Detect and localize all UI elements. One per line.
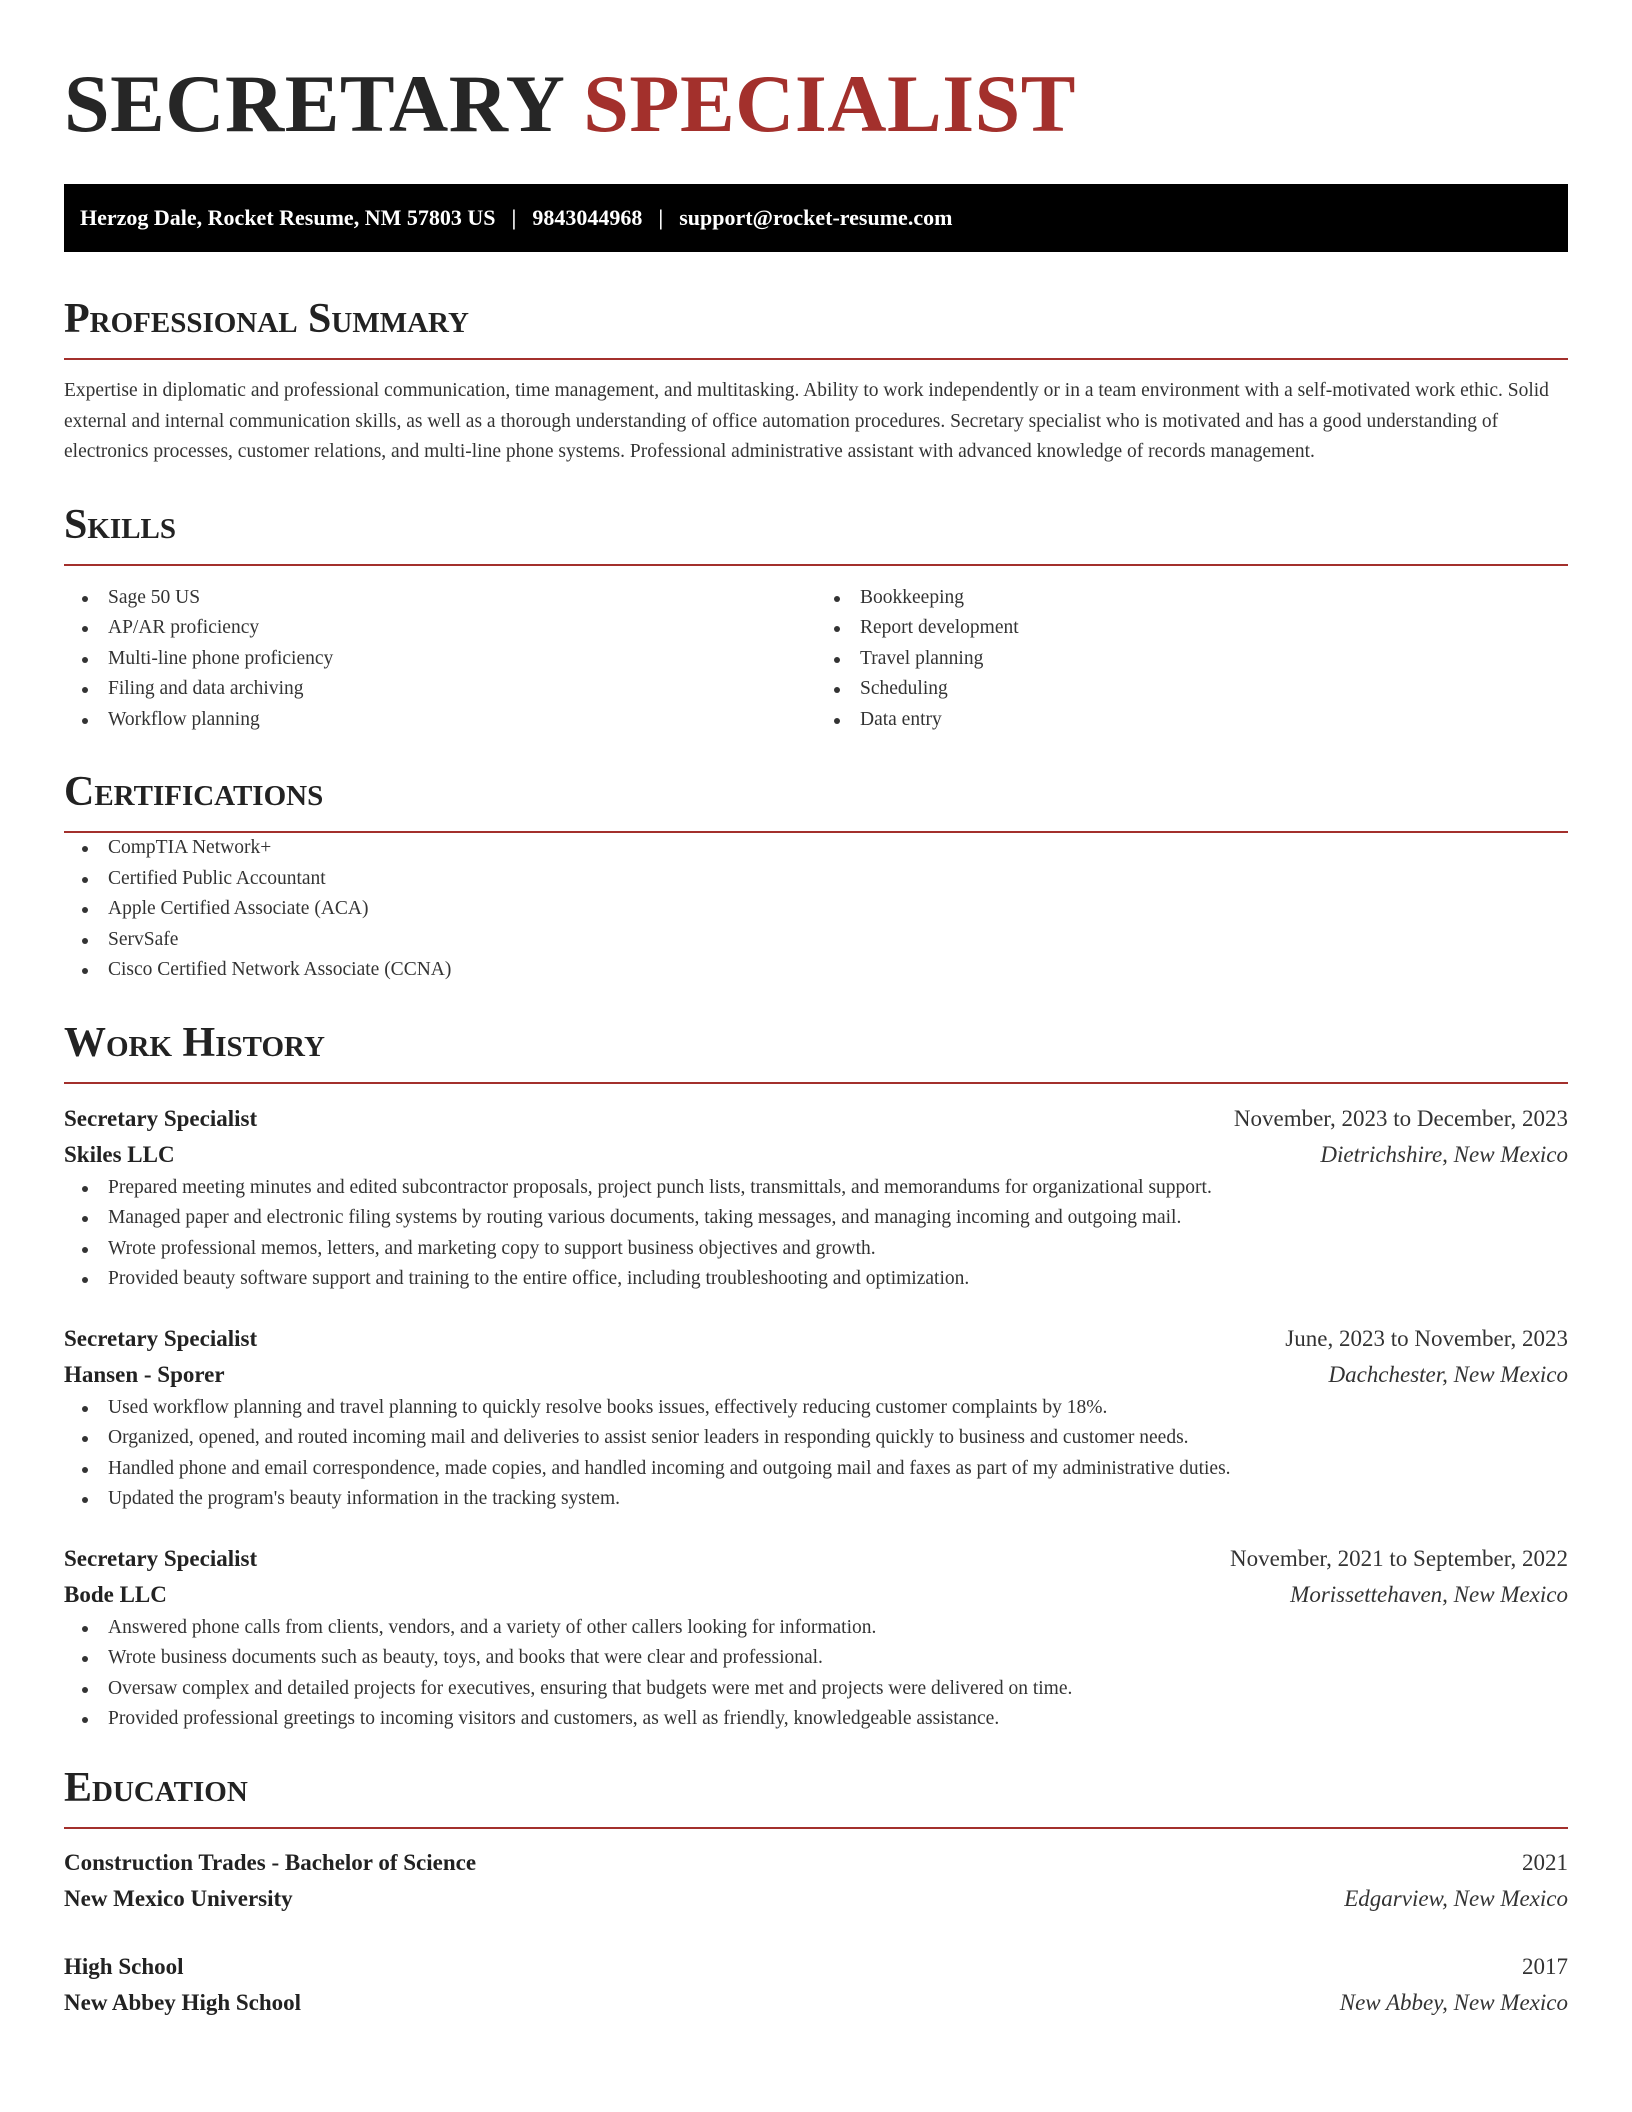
certifications-heading: Certifications [64, 769, 324, 815]
job-title: Secretary Specialist [64, 1105, 258, 1131]
education-school-row [64, 1881, 1568, 1917]
skills-list-left [64, 583, 816, 736]
job-company-row [64, 1357, 1568, 1393]
skills-section [64, 500, 1568, 736]
skill-item: AP/AR proficiency [64, 613, 816, 644]
education-year: 2021 [1522, 1849, 1568, 1875]
job-bullets [64, 1173, 1568, 1295]
job-location: Morissettehaven, New Mexico [1290, 1581, 1568, 1607]
name-last: SPECIALIST [583, 58, 1076, 149]
contact-email[interactable]: support@rocket-resume.com [679, 205, 953, 230]
skill-item: Workflow planning [64, 705, 816, 736]
education-entry [64, 1949, 1568, 2021]
skill-item: Scheduling [816, 674, 1568, 705]
section-divider [64, 564, 1568, 566]
job-title: Secretary Specialist [64, 1325, 258, 1351]
certification-item: Apple Certified Associate (ACA) [64, 894, 1568, 925]
skills-heading: Skills [64, 501, 177, 548]
education-entry [64, 1845, 1568, 1917]
job-header-row [64, 1321, 1568, 1357]
skills-grid [64, 583, 1568, 736]
job-bullet: Oversaw complex and detailed projects for executives, ensuring that budgets were met and projects were delivered on time. [64, 1674, 1568, 1705]
section-divider [64, 1082, 1568, 1084]
section-divider [64, 358, 1568, 360]
job-bullet: Updated the program's beauty information in the tracking system. [64, 1484, 1568, 1515]
skill-item: Filing and data archiving [64, 674, 816, 705]
skills-list-right [816, 583, 1568, 736]
job-location: Dietrichshire, New Mexico [1320, 1141, 1568, 1167]
job-bullet: Provided beauty software support and training to the entire office, including troubleshooting and optimization. [64, 1264, 1568, 1295]
skill-item: Report development [816, 613, 1568, 644]
job-bullet: Provided professional greetings to incoming visitors and customers, as well as friendly, knowledgeable assistance. [64, 1704, 1568, 1735]
job-company-row [64, 1577, 1568, 1613]
education-heading: Education [64, 1764, 248, 1811]
job-header-row [64, 1101, 1568, 1137]
contact-phone[interactable]: 9843044968 [532, 205, 643, 230]
contact-separator: | [511, 205, 517, 230]
section-divider [64, 1827, 1568, 1829]
certification-item: CompTIA Network+ [64, 833, 1568, 864]
job-entry [64, 1101, 1568, 1295]
job-entry [64, 1321, 1568, 1515]
certification-item: Certified Public Accountant [64, 864, 1568, 895]
job-bullet: Organized, opened, and routed incoming mail and deliveries to assist senior leaders in responding quickly to business and customer needs. [64, 1423, 1568, 1454]
job-bullet: Managed paper and electronic filing systems by routing various documents, taking messages, and managing incoming and outgoing mail. [64, 1203, 1568, 1234]
certifications-list [64, 833, 1568, 986]
job-bullets [64, 1393, 1568, 1515]
job-location: Dachchester, New Mexico [1328, 1361, 1568, 1387]
summary-text: Expertise in diplomatic and professional communication, time management, and multitasking. Ability to work independently or in a team environment with a self-motivated work ethic. Solid external and internal communication skills, as well as a thorough understanding of office automation procedures. Secretary specialist who is motivated and has a good understanding of electronics processes, customer relations, and multi-line phone systems. Professional administrative assistant with advanced knowledge of records management. [64, 380, 1549, 462]
job-dates: November, 2021 to September, 2022 [1230, 1545, 1568, 1571]
candidate-name [64, 0, 1568, 150]
education-school: New Mexico University [64, 1885, 293, 1911]
education-degree: Construction Trades - Bachelor of Science [64, 1849, 477, 1875]
certifications-section [64, 767, 1568, 986]
skill-item: Multi-line phone proficiency [64, 644, 816, 675]
job-company: Hansen - Sporer [64, 1361, 225, 1387]
contact-address: Herzog Dale, Rocket Resume, NM 57803 US [80, 205, 496, 230]
job-company-row [64, 1137, 1568, 1173]
job-bullet: Answered phone calls from clients, vendors, and a variety of other callers looking for information. [64, 1613, 1568, 1644]
skill-item: Bookkeeping [816, 583, 1568, 614]
job-bullet: Prepared meeting minutes and edited subcontractor proposals, project punch lists, transmittals, and memorandums for organizational support. [64, 1173, 1568, 1204]
job-entry [64, 1541, 1568, 1735]
certification-item: Cisco Certified Network Associate (CCNA) [64, 955, 1568, 986]
education-section [64, 1763, 1568, 2021]
skill-item: Sage 50 US [64, 583, 816, 614]
summary-section [64, 294, 1568, 468]
certification-item: ServSafe [64, 925, 1568, 956]
contact-bar [64, 184, 1568, 252]
job-company: Skiles LLC [64, 1141, 175, 1167]
job-dates: November, 2023 to December, 2023 [1233, 1105, 1568, 1131]
education-school: New Abbey High School [64, 1989, 302, 2015]
education-location: New Abbey, New Mexico [1339, 1989, 1568, 2015]
job-title: Secretary Specialist [64, 1545, 258, 1571]
job-bullet: Wrote business documents such as beauty, toys, and books that were clear and professional. [64, 1643, 1568, 1674]
job-company: Bode LLC [64, 1581, 167, 1607]
education-year: 2017 [1522, 1953, 1568, 1979]
contact-separator: | [658, 205, 664, 230]
job-bullets [64, 1613, 1568, 1735]
education-degree-row [64, 1949, 1568, 1985]
job-dates: June, 2023 to November, 2023 [1285, 1325, 1568, 1351]
education-degree: High School [64, 1953, 184, 1979]
name-first: SECRETARY [64, 58, 563, 149]
job-bullet: Wrote professional memos, letters, and marketing copy to support business objectives and growth. [64, 1234, 1568, 1265]
skill-item: Data entry [816, 705, 1568, 736]
job-bullet: Handled phone and email correspondence, made copies, and handled incoming and outgoing mail and faxes as part of my administrative duties. [64, 1454, 1568, 1485]
summary-heading: Professional Summary [64, 296, 469, 342]
job-bullet: Used workflow planning and travel planning to quickly resolve books issues, effectively reducing customer complaints by 18%. [64, 1393, 1568, 1424]
education-school-row [64, 1985, 1568, 2021]
education-location: Edgarview, New Mexico [1344, 1885, 1568, 1911]
skill-item: Travel planning [816, 644, 1568, 675]
job-header-row [64, 1541, 1568, 1577]
work-history-heading: Work History [64, 1019, 325, 1066]
education-degree-row [64, 1845, 1568, 1881]
work-history-section [64, 1018, 1568, 1735]
